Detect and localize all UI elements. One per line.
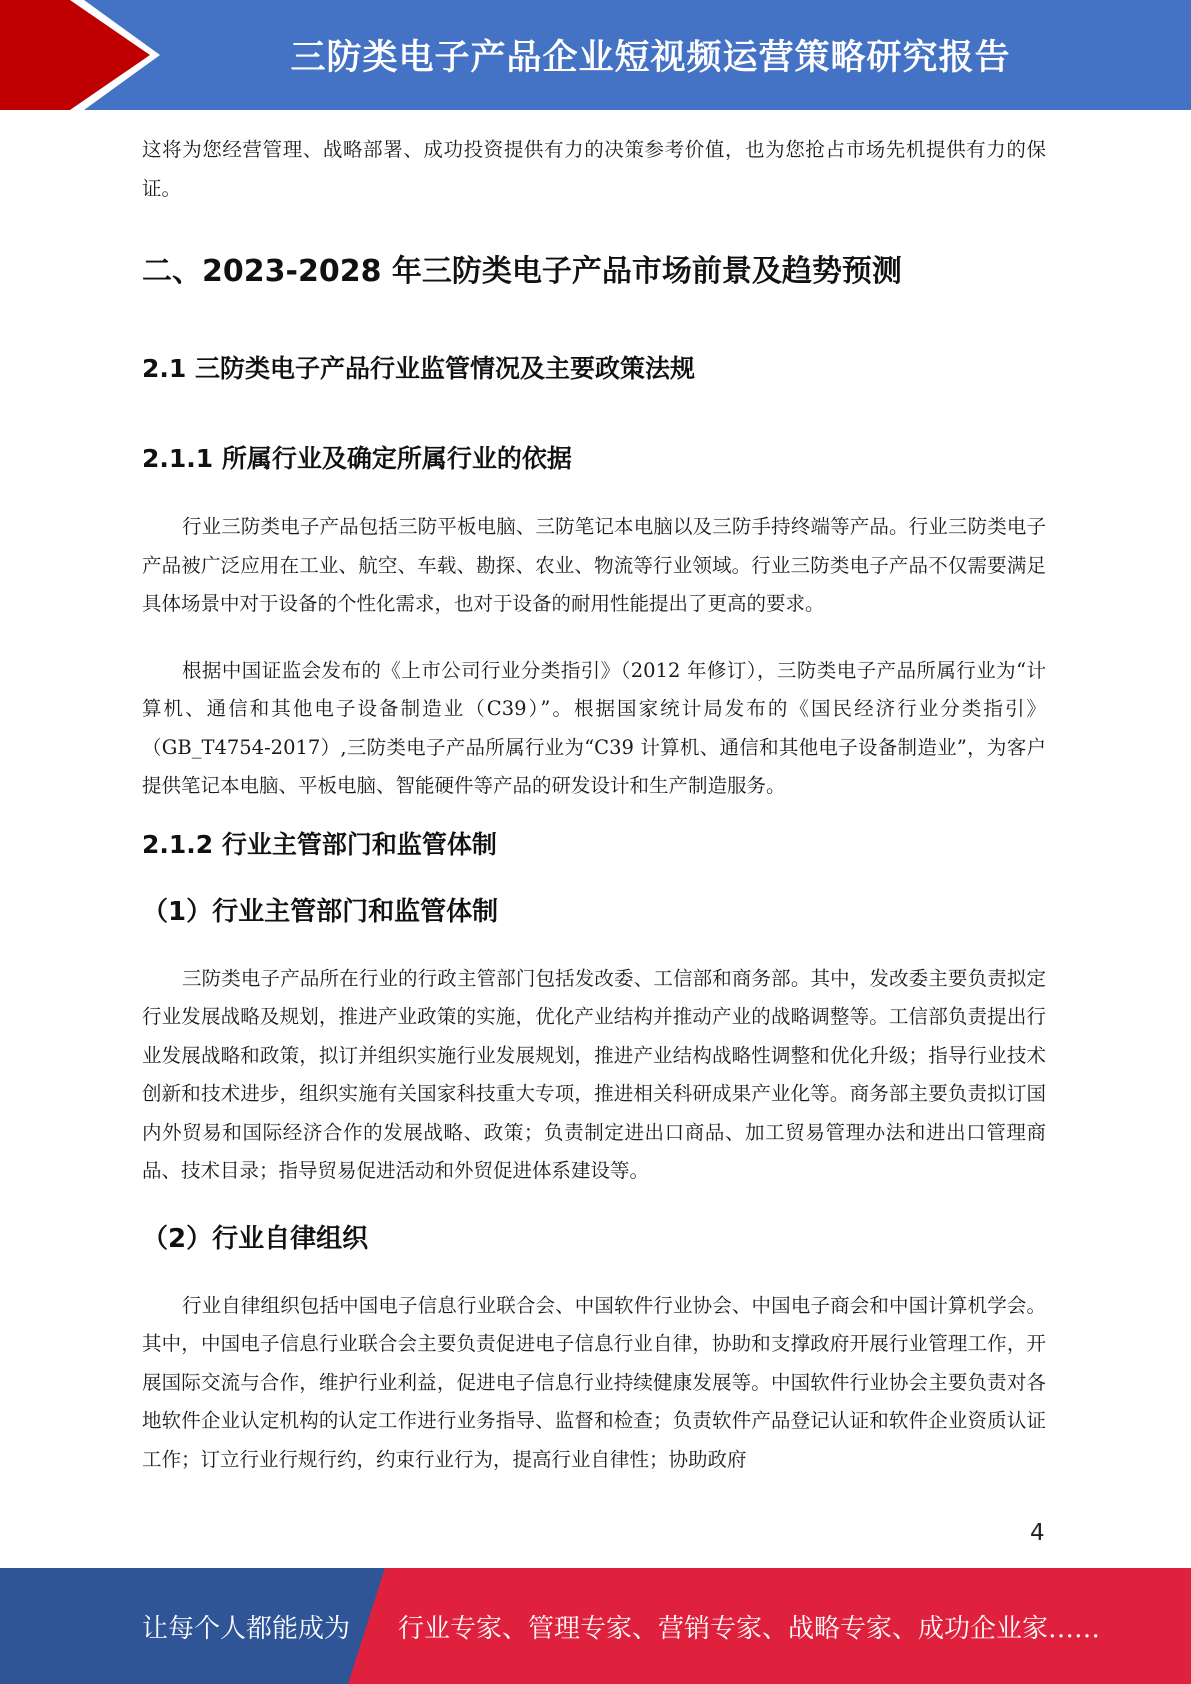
subsection-heading: 2.1 三防类电子产品行业监管情况及主要政策法规	[142, 354, 695, 383]
document-body	[142, 131, 1046, 1479]
footer-slogan-right: 行业专家、管理专家、营销专家、战略专家、成功企业家……	[398, 1613, 1101, 1644]
section-heading: 二、2023-2028 年三防类电子产品市场前景及趋势预测	[142, 254, 902, 289]
item-heading-1: （1）行业主管部门和监管体制	[142, 896, 499, 927]
subsubsection-heading-2: 2.1.2 行业主管部门和监管体制	[142, 829, 497, 859]
paragraph-4: 行业自律组织包括中国电子信息行业联合会、中国软件行业协会、中国电子商会和中国计算机学会。其中，中国电子信息行业联合会主要负责促进电子信息行业自律，协助和支撑政府开展行业管理工作，开展国际交流与合作，维护行业利益，促进电子信息行业持续健康发展等。中国软件行业协会主要负责对各地软件企业认定机构的认定工作进行业务指导、监督和检查；负责软件产品登记认证和软件企业资质认证工作；订立行业行规行约，约束行业行为，提高行业自律性；协助政府	[142, 1293, 1046, 1471]
page-footer	[0, 1568, 1191, 1684]
intro-paragraph: 这将为您经营管理、战略部署、成功投资提供有力的决策参考价值，也为您抢占市场先机提供有力的保证。	[142, 138, 1046, 200]
page-header	[0, 0, 1191, 110]
item-heading-2: （2）行业自律组织	[142, 1223, 369, 1254]
paragraph-2: 根据中国证监会发布的《上市公司行业分类指引》（2012 年修订），三防类电子产品所属行业为“计算机、通信和其他电子设备制造业（C39）”。根据国家统计局发布的《国民经济行业分类指引》（GB_T4754-2017）,三防类电子产品所属行业为“C39 计算机、通信和其他电子设备制造业”，为客户提供笔记本电脑、平板电脑、智能硬件等产品的研发设计和生产制造服务。	[142, 658, 1046, 797]
report-title: 三防类电子产品企业短视频运营策略研究报告	[290, 38, 1011, 78]
footer-slogan-left: 让每个人都能成为	[142, 1613, 351, 1644]
paragraph-3: 三防类电子产品所在行业的行政主管部门包括发改委、工信部和商务部。其中，发改委主要负责拟定行业发展战略及规划，推进产业政策的实施，优化产业结构并推动产业的战略调整等。工信部负责提出行业发展战略和政策，拟订并组织实施行业发展规划，推进产业结构战略性调整和优化升级；指导行业技术创新和技术进步，组织实施有关国家科技重大专项，推进相关科研成果产业化等。商务部主要负责拟订国内外贸易和国际经济合作的发展战略、政策；负责制定进出口商品、加工贸易管理办法和进出口管理商品、技术目录；指导贸易促进活动和外贸促进体系建设等。	[142, 966, 1046, 1182]
page-number: 4	[1030, 1520, 1045, 1546]
paragraph-1: 行业三防类电子产品包括三防平板电脑、三防笔记本电脑以及三防手持终端等产品。行业三防类电子产品被广泛应用在工业、航空、车载、勘探、农业、物流等行业领域。行业三防类电子产品不仅需要满足具体场景中对于设备的个性化需求，也对于设备的耐用性能提出了更高的要求。	[142, 515, 1046, 615]
subsubsection-heading-1: 2.1.1 所属行业及确定所属行业的依据	[142, 444, 572, 473]
header-red-arrow	[0, 0, 150, 110]
